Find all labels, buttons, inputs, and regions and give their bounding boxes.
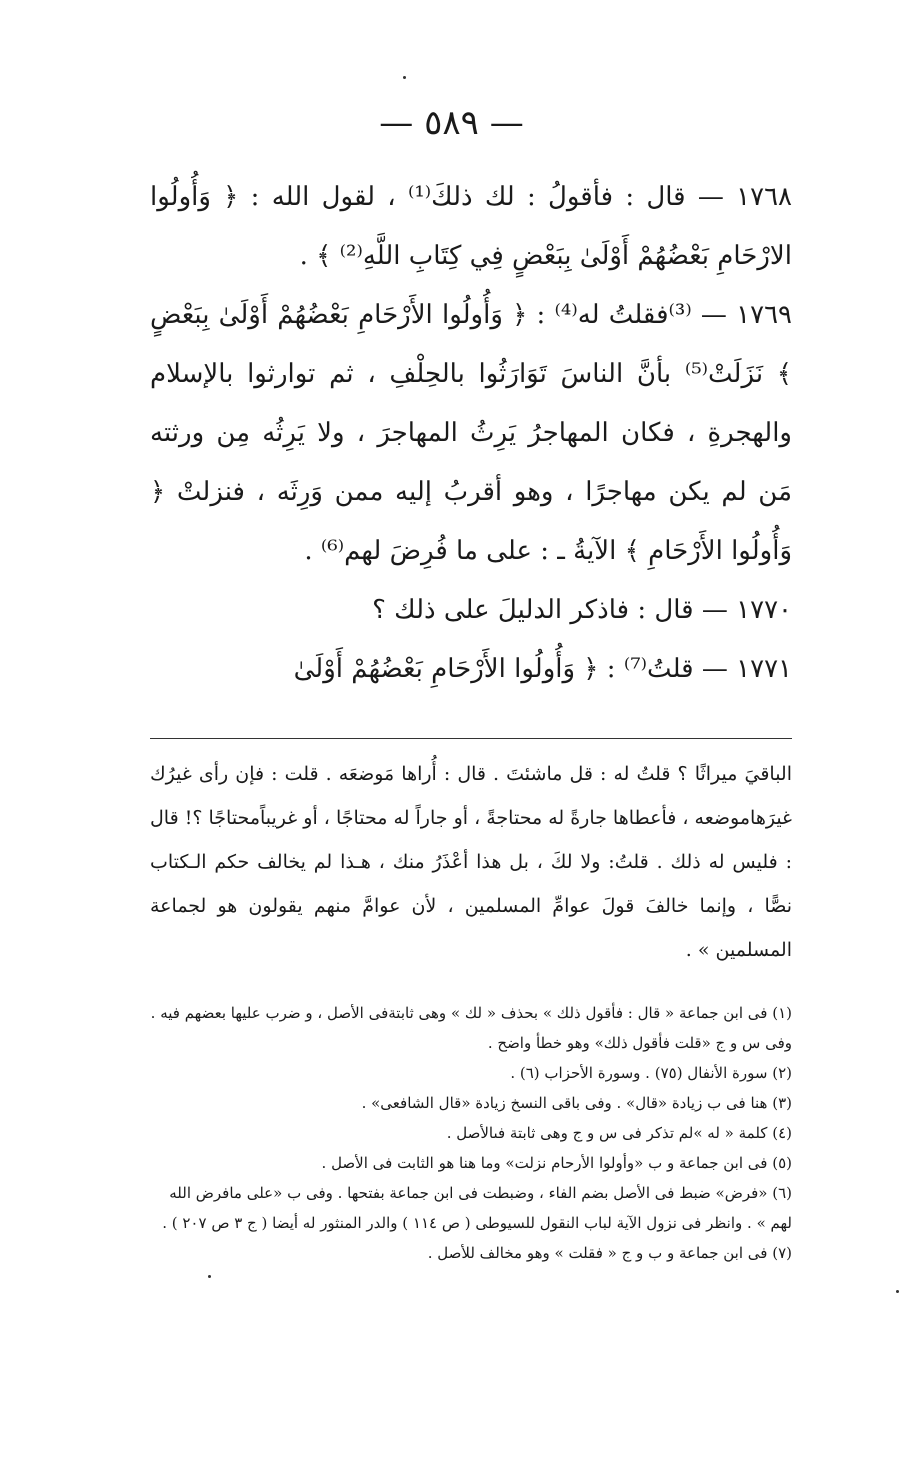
- continued-note-text: الباقيَ ميراثًا ؟ قلتُ له : قل ماشئتَ . قال : أُراها مَوضعَه . قلت : فإن رأى غيرُك غيرَهاموضعه ، فأعطاها جارةً له محتاجةً ، أو جاراً له محتاجًا ، أو غريباًمحتاجًا ؟! قال : فليس له ذلك . قلتُ: ولا لكَ ، بل هذا أعْذَرُ منك ، هـذا لم يخالف حكم الـكتاب نصًّا ، وإنما خالفَ قولَ عوامِّ المسلمين ، لأن عوامَّ منهم يقولون هو لجماعة المسلمين » .: [150, 763, 792, 961]
- footnotes: [150, 998, 792, 1268]
- footnote-5: (٥) فى ابن جماعة و ب «وأولوا الأرحام نزلت» وما هنا هو الثابت فى الأصل .: [321, 1154, 792, 1172]
- print-speck: [896, 1290, 899, 1293]
- footnote-7: (٧) فى ابن جماعة و ب و ج « فقلت » وهو مخالف للأصل .: [427, 1244, 792, 1262]
- paragraph-1769: ١٧٦٩ — ⁽³⁾فقلتُ له⁽⁴⁾ : ﴿ وَأُولُوا الأَرْحَامِ بَعْضُهُمْ أَوْلَىٰ بِبَعْضٍ ﴾ نَزَلَتْ⁽⁵⁾ بأنَّ الناسَ تَوَارَثُوا بالحِلْفِ ، ثم توارثوا بالإسلام والهجرةِ ، فكان المهاجرُ يَرِثُ المهاجرَ ، ولا يَرِثُه مِن ورثته مَن لم يكن مهاجرًا ، وهو أقربُ إليه ممن وَرِثَه ، فنزلتْ ﴿ وَأُولُوا الأَرْحَامِ ﴾ الآيةُ ـ : على ما فُرِضَ لهم⁽⁶⁾ .: [150, 300, 792, 566]
- footnote-3: (٣) هنا فى ب زيادة «قال» . وفى باقى النسخ زيادة «قال الشافعى» .: [361, 1094, 792, 1112]
- main-text: [150, 168, 792, 699]
- footnote-divider: [150, 738, 792, 739]
- page-number: — ٥٨٩ —: [379, 103, 524, 143]
- footnote-2: (٢) سورة الأنفال (٧٥) . وسورة الأحزاب (٦) .: [510, 1064, 792, 1082]
- print-speck: [403, 76, 406, 79]
- print-speck: [208, 1275, 211, 1278]
- continued-note: [150, 752, 792, 972]
- paragraph-1771: ١٧٧١ — قلتُ⁽⁷⁾ : ﴿ وَأُولُوا الأَرْحَامِ بَعْضُهُمْ أَوْلَىٰ: [293, 654, 792, 684]
- paragraph-1770: ١٧٧٠ — قال : فاذكر الدليلَ على ذلك ؟: [372, 595, 792, 625]
- paragraph-1768: ١٧٦٨ — قال : فأقولُ : لك ذلكَ⁽¹⁾ ، لقول الله : ﴿ وَأُولُوا الارْحَامِ بَعْضُهُمْ أَوْلَىٰ بِبَعْضٍ فِي كِتَابِ اللَّهِ⁽²⁾ ﴾ .: [150, 182, 792, 271]
- footnote-6: (٦) «فرض» ضبط فى الأصل بضم الفاء ، وضبطت فى ابن جماعة بفتحها . وفى ب «على مافرض الله لهم » . وانظر فى نزول الآية لباب النقول للسيوطى ( ص ١١٤ ) والدر المنثور له أيضا ( ج ٣ ص ٢٠٧ ) .: [162, 1184, 792, 1232]
- footnote-4: (٤) كلمة « له »لم تذكر فى س و ج وهى ثابتة فىالأصل .: [446, 1124, 792, 1142]
- footnote-1: (١) فى ابن جماعة « قال : فأقول ذلك » بحذف « لك » وهى ثابتةفى الأصل ، و ضرب عليها بعضهم فيه . وفى س و ج «قلت فأقول ذلك» وهو خطأ واضح .: [150, 1004, 792, 1052]
